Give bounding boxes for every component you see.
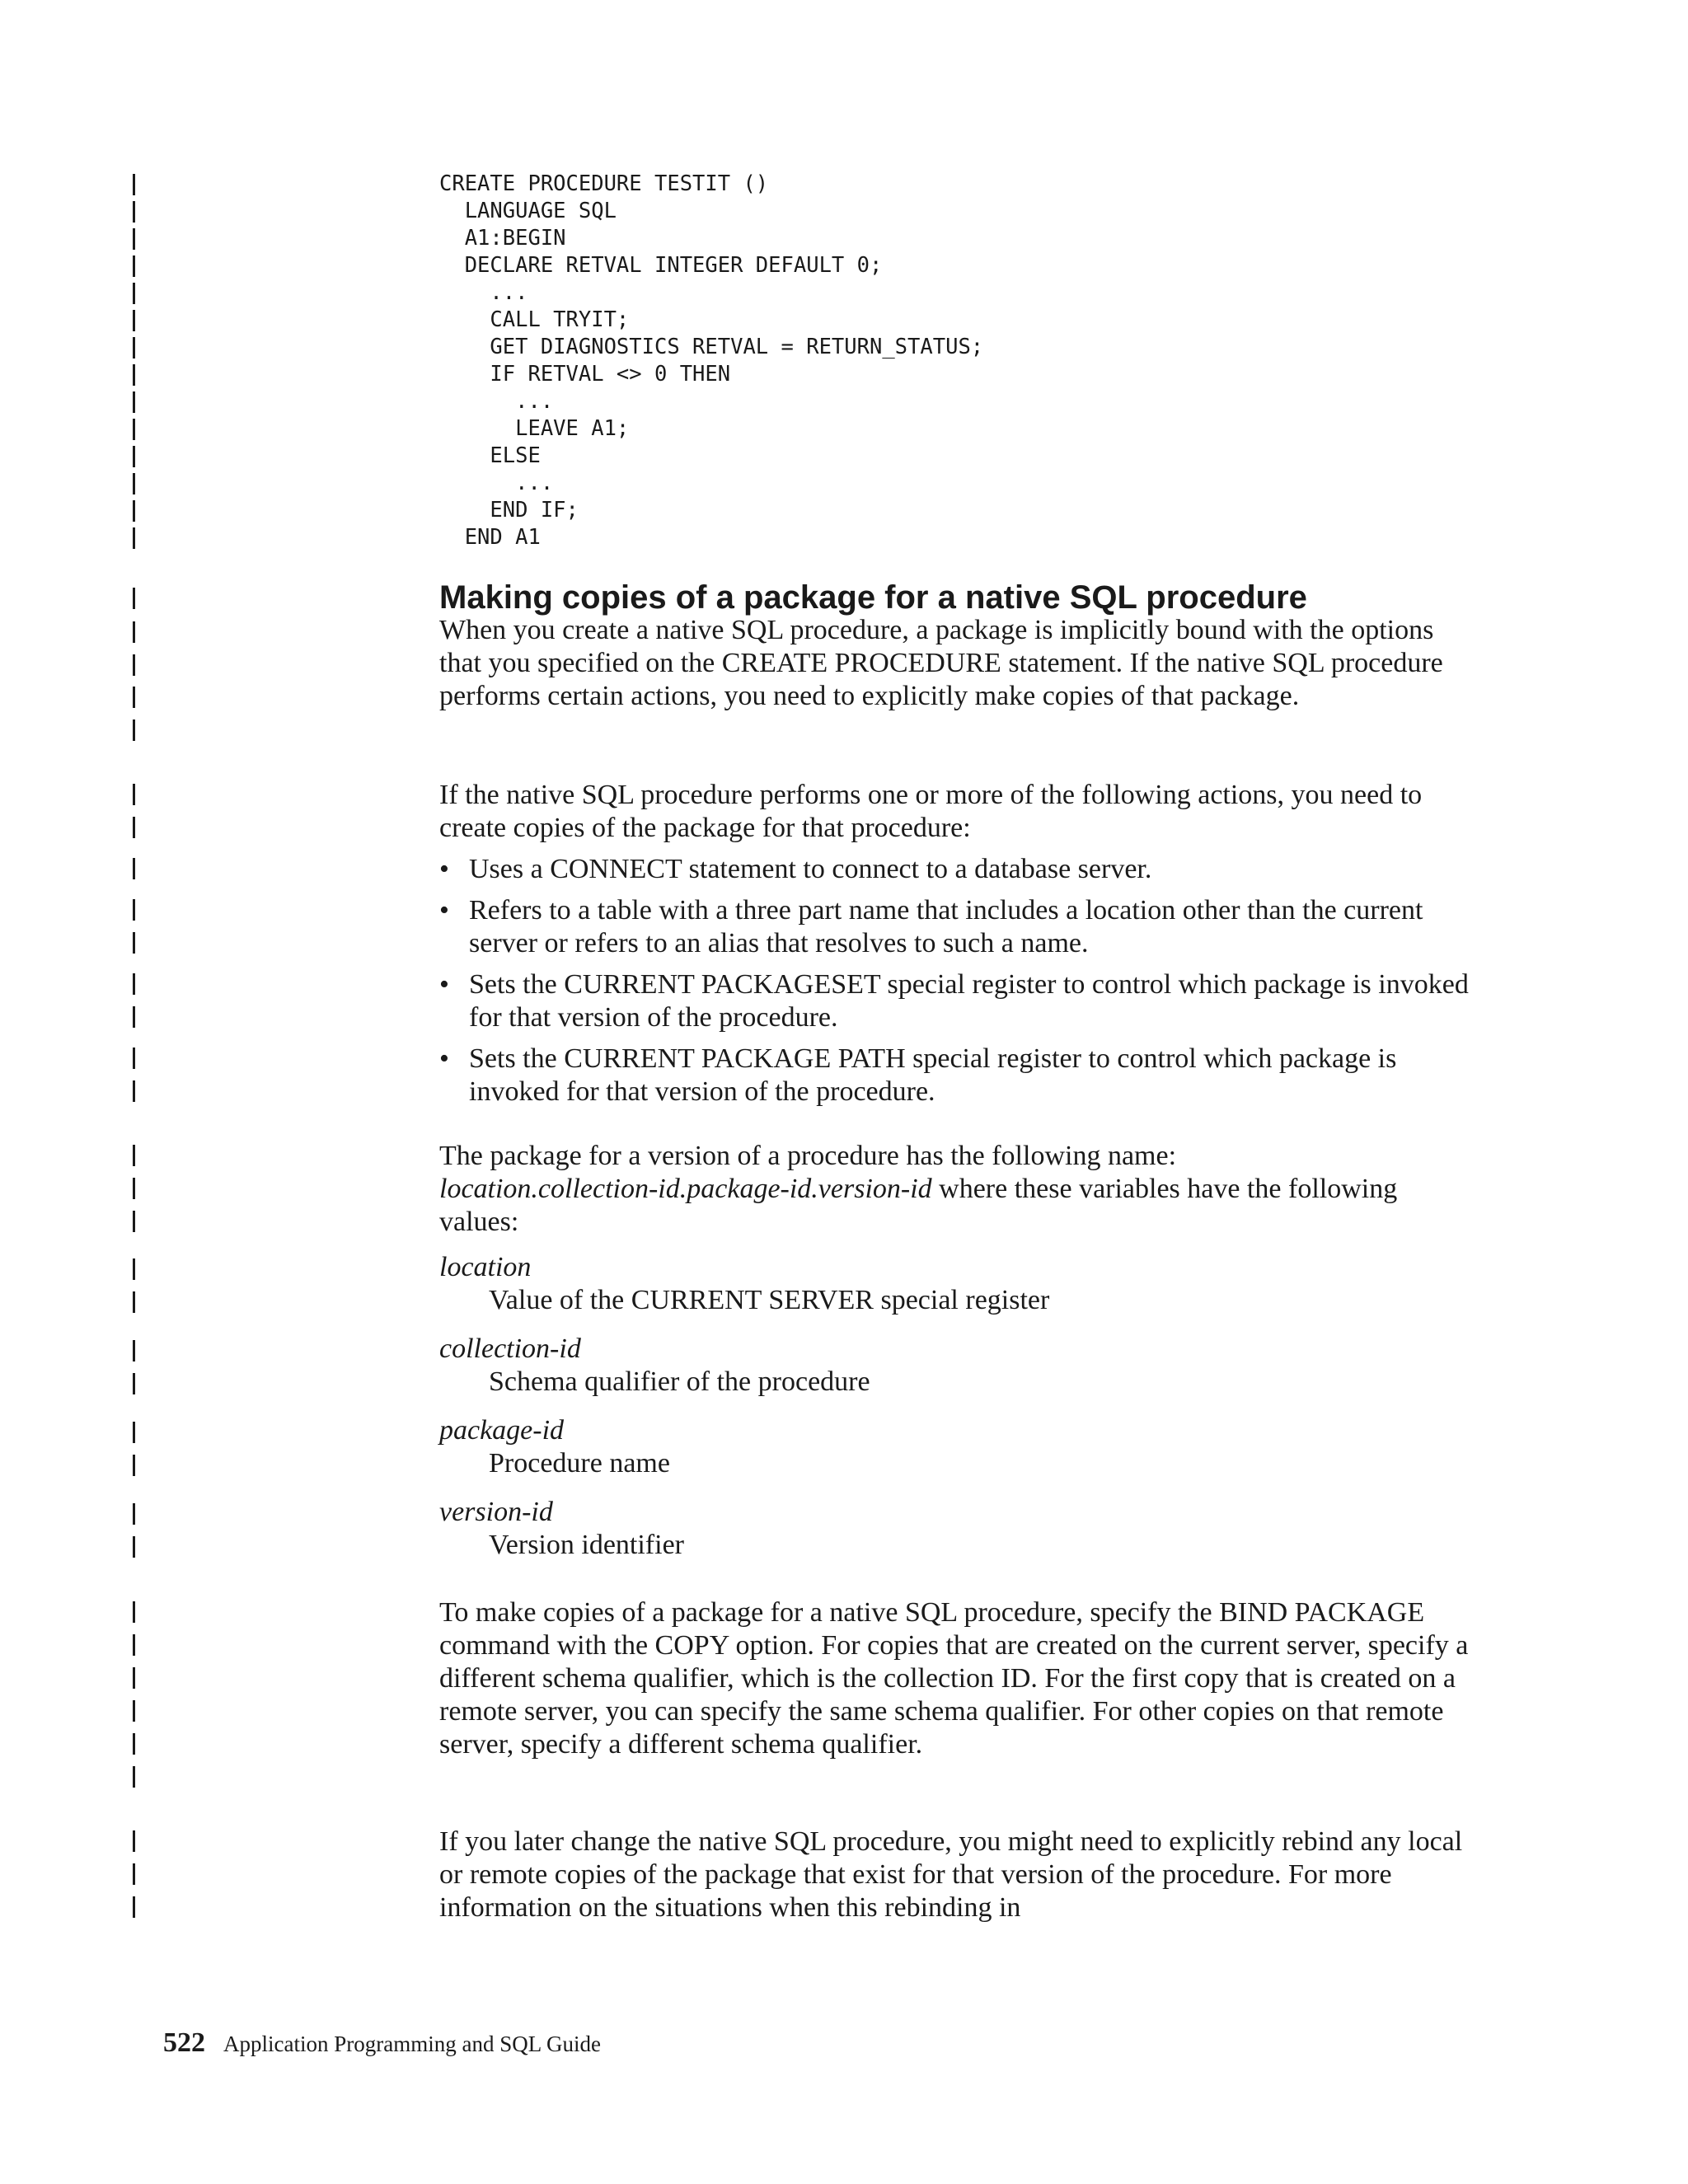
change-bar: [133, 446, 135, 467]
change-bar: [133, 1145, 135, 1166]
definition-term: package-id: [439, 1415, 565, 1446]
document-title: Application Programming and SQL Guide: [223, 2032, 601, 2056]
change-bar: [133, 1211, 135, 1232]
definition-description: Procedure name: [489, 1448, 670, 1479]
rebind-paragraph: If you later change the native SQL procedure, you might need to explicitly rebind any local or remote copies of the package that exist for that version of the procedure. For more information on the situations when this rebinding in: [439, 1826, 1463, 1923]
change-bar: [133, 500, 135, 522]
change-bar: [133, 1258, 135, 1280]
change-bar: [133, 1455, 135, 1476]
change-bar: [133, 1291, 135, 1313]
change-bar: [133, 932, 135, 954]
bullet-icon: •: [439, 895, 449, 926]
change-bar: [133, 588, 135, 609]
change-bar: [133, 784, 135, 805]
change-bar: [133, 391, 135, 413]
code-line: LANGUAGE SQL: [439, 199, 617, 223]
definition-description: Schema qualifier of the procedure: [489, 1366, 870, 1397]
bullet-icon: •: [439, 854, 449, 884]
section-heading: Making copies of a package for a native SQL procedure: [439, 579, 1307, 616]
change-bar: [133, 1766, 135, 1788]
change-bar: [133, 1830, 135, 1852]
package-name-lead: The package for a version of a procedure has the following name:: [439, 1141, 1177, 1171]
code-line: A1:BEGIN: [439, 226, 566, 251]
bullet-icon: •: [439, 1043, 449, 1074]
list-item-text: Sets the CURRENT PACKAGESET special register to control which package is invoked for that version of the procedure.: [469, 969, 1469, 1033]
list-item-text: Uses a CONNECT statement to connect to a database server.: [469, 854, 1152, 884]
change-bar: [133, 1733, 135, 1755]
code-line: CALL TRYIT;: [439, 307, 630, 332]
change-bar: [133, 1178, 135, 1199]
change-bar: [133, 973, 135, 995]
change-bar: [133, 1422, 135, 1443]
intro-paragraph: When you create a native SQL procedure, a package is implicitly bound with the options that you specified on the CREATE PROCEDURE statement. If the native SQL procedure performs certain actions, you need to explicitly make copies of that package.: [439, 615, 1443, 711]
definition-term: location: [439, 1252, 532, 1282]
code-line: ...: [439, 389, 554, 414]
definition-description: Value of the CURRENT SERVER special register: [489, 1285, 1050, 1315]
code-line: END IF;: [439, 498, 579, 523]
code-line: LEAVE A1;: [439, 416, 630, 441]
list-item: [439, 894, 1478, 960]
change-bar: [133, 817, 135, 838]
code-line: GET DIAGNOSTICS RETVAL = RETURN_STATUS;: [439, 335, 984, 359]
change-bar: [133, 201, 135, 223]
package-name-tail: where these variables have the following values:: [439, 1174, 1398, 1237]
code-line: DECLARE RETVAL INTEGER DEFAULT 0;: [439, 253, 883, 278]
bullet-icon: •: [439, 969, 449, 1000]
definition-term: collection-id: [439, 1333, 581, 1364]
change-bar: [133, 1080, 135, 1102]
definition-entry: [439, 1251, 1478, 1333]
change-bar: [133, 1536, 135, 1558]
list-item: [439, 1043, 1478, 1108]
change-bar: [133, 1601, 135, 1623]
change-bar: [133, 621, 135, 643]
change-bar: [133, 174, 135, 195]
definition-entry: [439, 1496, 1478, 1577]
page-footer: [163, 2027, 601, 2059]
definition-entry: [439, 1333, 1478, 1414]
definition-entry: [439, 1414, 1478, 1496]
definition-description: Version identifier: [489, 1530, 684, 1560]
page-number: 522: [163, 2027, 205, 2058]
change-bar: [133, 1667, 135, 1689]
change-bar: [133, 899, 135, 921]
change-bar: [133, 419, 135, 440]
change-bar: [133, 1634, 135, 1656]
change-bar: [133, 687, 135, 708]
bind-paragraph: To make copies of a package for a native SQL procedure, specify the BIND PACKAGE command with the COPY option. For copies that are created on the current server, specify a different schema qualifier, which is the collection ID. For the first copy that is created on a remote server, you can specify the same schema qualifier. For other copies on that remote server, specify a different schema qualifier.: [439, 1597, 1469, 1760]
change-bar: [133, 1896, 135, 1918]
code-line: ...: [439, 471, 554, 495]
code-line: ...: [439, 280, 528, 305]
change-bar: [133, 310, 135, 331]
change-bar: [133, 1373, 135, 1394]
code-line: ELSE: [439, 443, 541, 468]
list-item: [439, 968, 1478, 1034]
package-name-pattern: location.collection-id.package-id.version-id: [439, 1174, 932, 1204]
change-bar: [133, 255, 135, 277]
code-line: CREATE PROCEDURE TESTIT (): [439, 171, 769, 196]
definition-term: version-id: [439, 1497, 553, 1527]
change-bar: [133, 364, 135, 386]
change-bar: [133, 473, 135, 494]
list-item: [439, 853, 1478, 886]
change-bar: [133, 527, 135, 549]
change-bar: [133, 1863, 135, 1885]
change-bar: [133, 1047, 135, 1069]
change-bar: [133, 654, 135, 676]
code-line: IF RETVAL <> 0 THEN: [439, 362, 731, 387]
package-name-paragraph: [439, 1140, 1478, 1239]
change-bar: [133, 1340, 135, 1361]
change-bar: [133, 1006, 135, 1028]
code-line: END A1: [439, 525, 541, 550]
actions-intro-paragraph: If the native SQL procedure performs one or more of the following actions, you need to create copies of the package for that procedure:: [439, 780, 1423, 843]
actions-list: [439, 853, 1478, 1117]
code-block: [439, 171, 983, 551]
change-bar: [133, 337, 135, 359]
change-bar: [133, 719, 135, 741]
change-bar: [133, 283, 135, 304]
change-bar: [133, 858, 135, 879]
change-bar: [133, 228, 135, 250]
change-bar: [133, 1700, 135, 1722]
list-item-text: Refers to a table with a three part name that includes a location other than the current server or refers to an alias that resolves to such a name.: [469, 895, 1423, 958]
list-item-text: Sets the CURRENT PACKAGE PATH special register to control which package is invoked for that version of the procedure.: [469, 1043, 1397, 1107]
change-bar: [133, 1503, 135, 1525]
variable-definitions: [439, 1251, 1478, 1577]
